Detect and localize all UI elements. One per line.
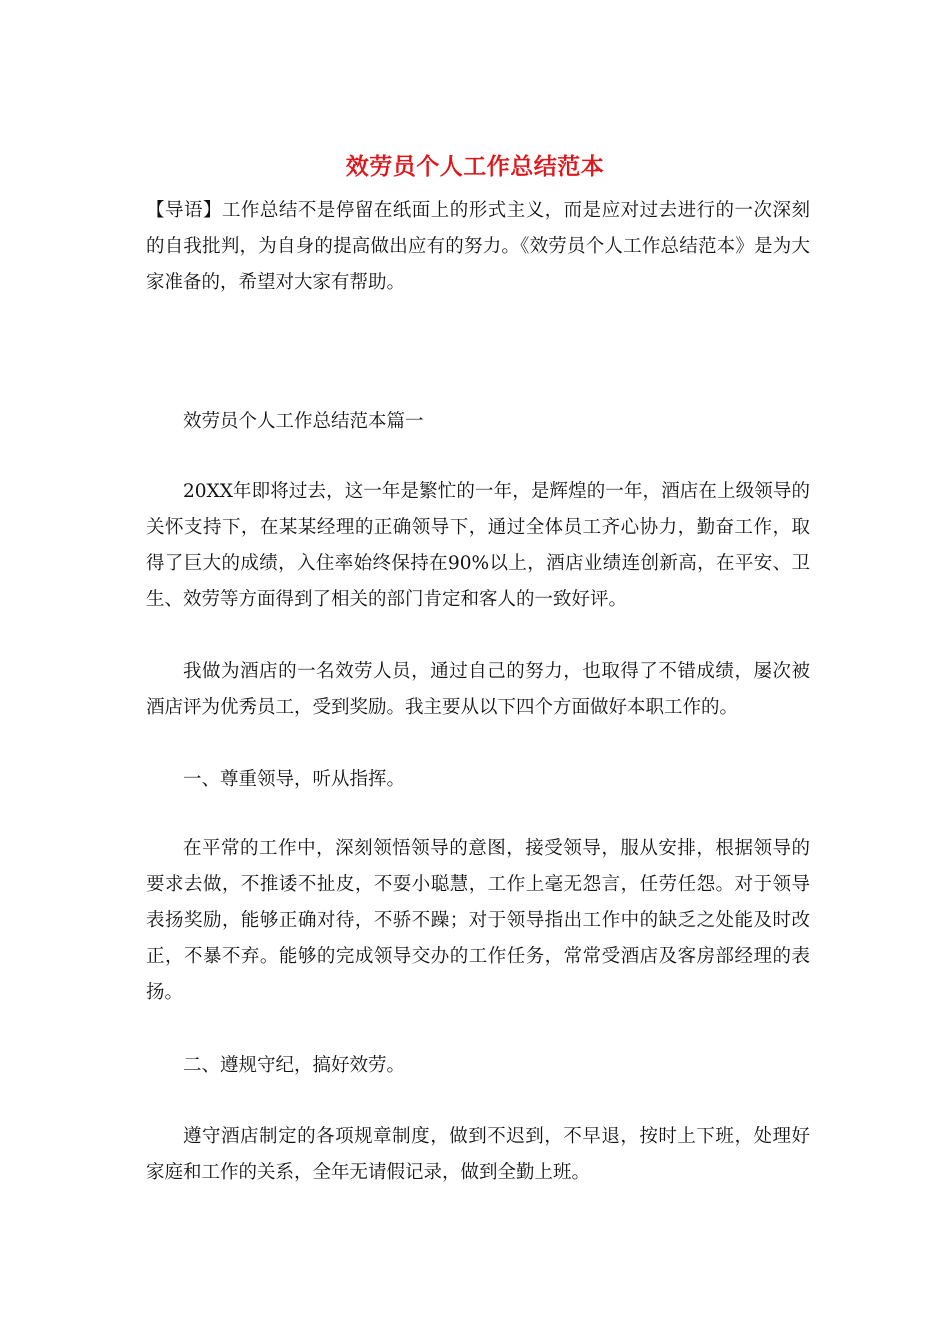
intro-paragraph: 【导语】工作总结不是停留在纸面上的形式主义，而是应对过去进行的一次深刻的自我批判，为自身的提高做出应有的努力。《效劳员个人工作总结范本》是为大家准备的，希望对大家有帮助。: [146, 200, 810, 293]
body-paragraph: 在平常的工作中，深刻领悟领导的意图，接受领导，服从安排，根据领导的要求去做，不推诿不扯皮，不耍小聪慧，工作上毫无怨言，任劳任怨。对于领导表扬奖励，能够正确对待，不骄不躁；对于领导指出工作中的缺乏之处能及时改正，不暴不弃。能够的完成领导交办的工作任务，常常受酒店及客房部经理的表扬。: [146, 838, 810, 1003]
document-title: 效劳员个人工作总结范本: [345, 153, 605, 180]
body-paragraph: 遵守酒店制定的各项规章制度，做到不迟到，不早退，按时上下班，处理好家庭和工作的关系，全年无请假记录，做到全勤上班。: [146, 1126, 810, 1183]
body-paragraph: 我做为酒店的一名效劳人员，通过自己的努力，也取得了不错成绩，屡次被酒店评为优秀员工，受到奖励。我主要从以下四个方面做好本职工作的。: [146, 661, 810, 718]
body-paragraph: 20XX年即将过去，这一年是繁忙的一年，是辉煌的一年，酒店在上级领导的关怀支持下，在某某经理的正确领导下，通过全体员工齐心协力，勤奋工作，取得了巨大的成绩，入住率始终保持在90%以上，酒店业绩连创新高，在平安、卫生、效劳等方面得到了相关的部门肯定和客人的一致好评。: [146, 481, 810, 610]
subsection-heading: 一、尊重领导，听从指挥。: [183, 769, 406, 790]
section-heading: 效劳员个人工作总结范本篇一: [183, 411, 424, 432]
subsection-heading: 二、遵规守纪，搞好效劳。: [183, 1055, 406, 1076]
